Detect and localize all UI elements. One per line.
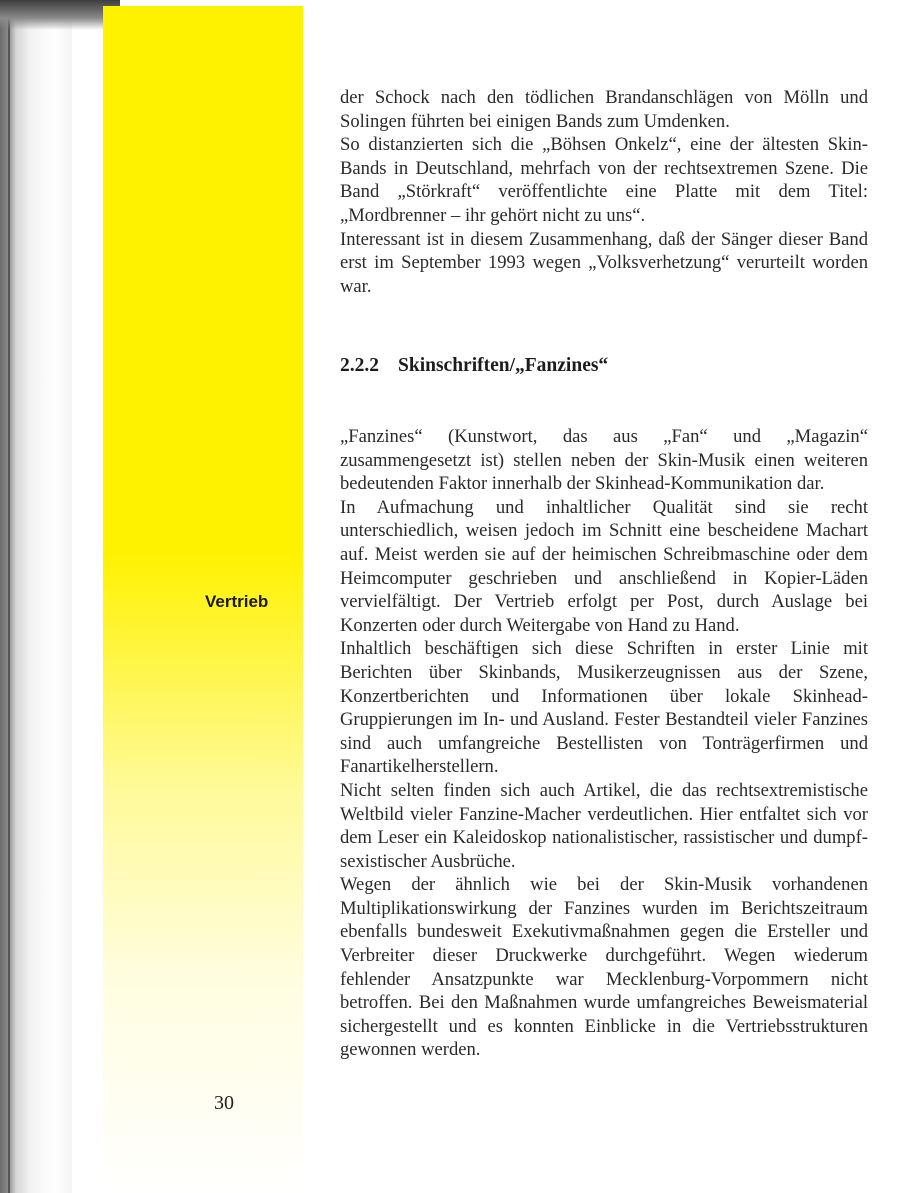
paragraph: In Aufmachung und inhaltlicher Qualität sind sie recht unterschiedlich, weisen jedoch im Schnitt eine bescheidene Machart auf. Meist werden sie auf der heimischen Schreibmaschine oder dem Heimcomputer geschrieben und anschließend in Kopier-Läden vervielfältigt. Der Vertrieb erfolgt per Post, durch Auslage bei Konzerten oder durch Weitergabe von Hand zu Hand. (340, 496, 868, 636)
paragraph: „Fanzines“ (Kunstwort, das aus „Fan“ und „Magazin“ zusammengesetzt ist) stellen neben der Skin-Musik einen weiteren bedeutenden Faktor innerhalb der Skinhead-Kommunikation dar. (340, 426, 868, 495)
book-binding (0, 0, 72, 1193)
section-number: 2.2.2 (340, 355, 379, 376)
page-number: 30 (214, 1092, 234, 1114)
section-title: Skinschriften/„Fanzines“ (398, 355, 609, 376)
scan-shadow (0, 0, 120, 30)
paragraph: Interessant ist in diesem Zusammenhang, daß der Sänger dieser Band erst im September 1993 wegen „Volksverhetzung“ verurteilt worden war. (340, 228, 868, 297)
margin-label-vertrieb: Vertrieb (205, 592, 269, 611)
page-edge (8, 0, 10, 1193)
section-heading (340, 355, 608, 377)
paragraph: Wegen der ähnlich wie bei der Skin-Musik vorhandenen Multiplikationswirkung der Fanzines wurden im Berichtszeitraum ebenfalls bundesweit Exekutivmaßnahmen gegen die Ersteller und Verbreiter dieser Druckwerke durchgeführt. Wegen wiederum fehlender Ansatzpunkte war Mecklenburg-Vorpommern nicht betroffen. Bei den Maßnahmen wurde umfangreiches Beweismaterial sichergestellt und es konnten Einblicke in die Vertriebsstrukturen gewonnen werden. (340, 874, 868, 1061)
yellow-margin-band (103, 6, 303, 1193)
paragraph: So distanzierten sich die „Böhsen Onkelz“, eine der ältesten Skin-Bands in Deutschland, mehrfach von der rechtsextremen Szene. Die Band „Störkraft“ veröffentlichte eine Platte mit dem Titel: „Mordbrenner – ihr gehört nicht zu uns“. (340, 134, 868, 226)
paragraph: der Schock nach den tödlichen Brandanschlägen von Mölln und Solingen führten bei einigen Bands zum Umdenken. (340, 87, 868, 132)
top-text-block (340, 86, 868, 298)
paragraph: Inhaltlich beschäftigen sich diese Schriften in erster Linie mit Berichten über Skinbands, Musikerzeugnissen aus der Szene, Konzertberichten und Informationen über lokale Skinhead-Gruppierungen im In- und Ausland. Fester Bestandteil vieler Fanzines sind auch umfangreiche Bestellisten von Tonträgerfirmen und Fanartikelherstellern. (340, 638, 868, 778)
paragraph: Nicht selten finden sich auch Artikel, die das rechtsextremistische Weltbild vieler Fanzine-Macher verdeutlichen. Hier entfaltet sich vor dem Leser ein Kaleidoskop nationalistischer, rassistischer und dumpf-sexistischer Ausbrüche. (340, 779, 868, 872)
section-body (340, 425, 868, 1062)
